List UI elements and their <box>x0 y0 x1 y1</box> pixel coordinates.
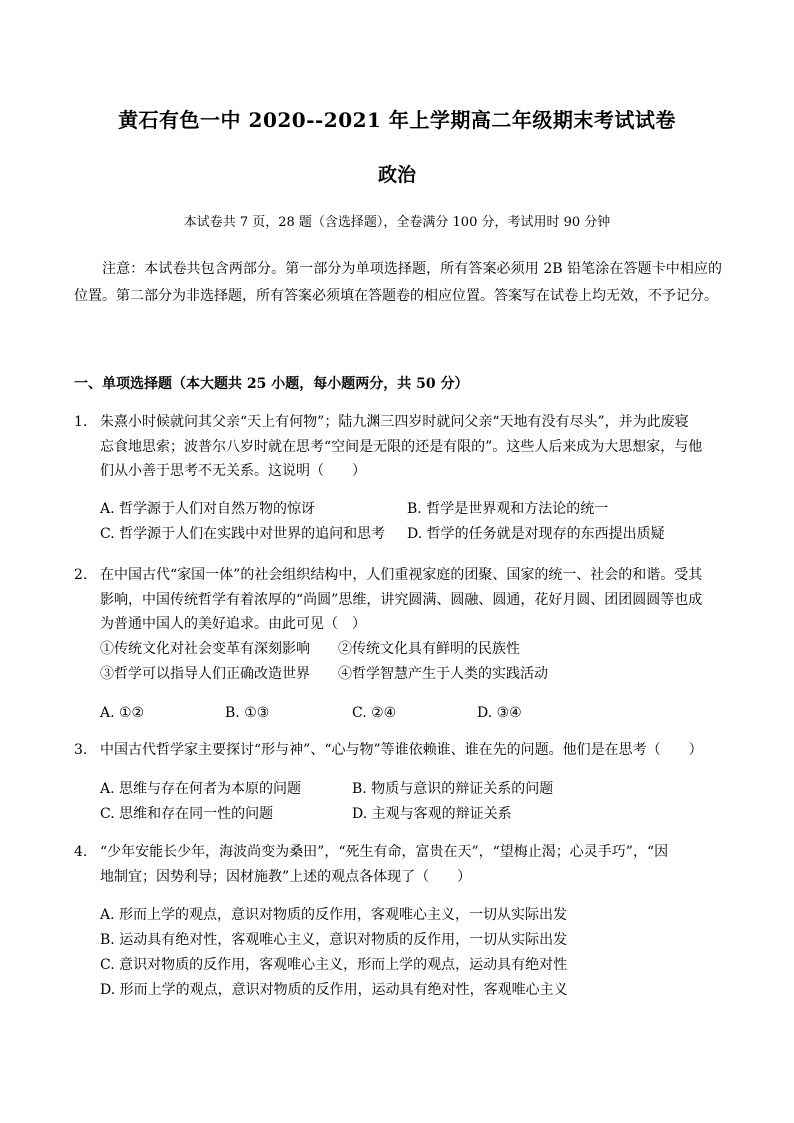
stem-line: 影响，中国传统哲学有着浓厚的“尚圆”思维，讲究圆满、圆融、圆通，花好月圆、团团圆圆等也成 <box>100 591 703 608</box>
options <box>100 903 726 1003</box>
option-a[interactable]: A. 形而上学的观点，意识对物质的反作用，客观唯心主义，一切从实际出发 <box>100 907 568 923</box>
stem-line: 为普通中国人的美好追求。由此可见（ ） <box>100 616 366 632</box>
stem-line: 在中国古代“家国一体”的社会组织结构中，人们重视家庭的团聚、国家的统一、社会的和谐。受其 <box>100 567 703 583</box>
option-d[interactable]: D. 主观与客观的辩证关系 <box>352 805 512 822</box>
option-c[interactable]: C. 意识对物质的反作用，客观唯心主义，形而上学的观点，运动具有绝对性 <box>100 957 568 973</box>
options <box>100 497 726 547</box>
options <box>100 777 726 827</box>
question-stem <box>100 563 726 637</box>
statement-1: ①传统文化对社会变革有深刻影响 <box>100 640 310 657</box>
option-d[interactable]: D. 形而上学的观点，意识对物质的反作用，运动具有绝对性，客观唯心主义 <box>100 982 568 998</box>
option-b[interactable]: B. 物质与意识的辩证关系的问题 <box>352 780 554 797</box>
statement-4: ④哲学智慧产生于人类的实践活动 <box>338 665 548 682</box>
subject-title: 政治 <box>377 164 416 186</box>
stem-line: 忘食地思索；波普尔八岁时就在思考“空间是无限的还是有限的”。这些人后来成为大思想家，与他 <box>100 438 703 455</box>
option-d[interactable]: D. ③④ <box>477 704 522 721</box>
question-number: 2. <box>74 567 88 583</box>
statements <box>100 637 726 687</box>
option-c[interactable]: C. 思维和存在同一性的问题 <box>100 805 274 822</box>
question-stem <box>100 738 726 763</box>
exam-title: 黄石有色一中 2020--2021 年上学期高二年级期末考试试卷 <box>118 108 676 132</box>
statement-2: ②传统文化具有鲜明的民族性 <box>338 640 520 657</box>
question-2 <box>74 563 726 726</box>
stem-line: “少年安能长少年，海波尚变为桑田”，“死生有命，富贵在天”，“望梅止渴；心灵手巧”，“因 <box>100 844 669 860</box>
question-3 <box>74 738 726 827</box>
question-number: 3. <box>74 742 88 758</box>
option-c[interactable]: C. 哲学源于人们在实践中对世界的追问和思考 <box>100 525 386 542</box>
option-a[interactable]: A. 哲学源于人们对自然万物的惊讶 <box>100 500 316 517</box>
option-a[interactable]: A. ①② <box>100 704 145 721</box>
options <box>100 701 726 726</box>
question-stem <box>100 410 726 484</box>
question-1 <box>74 410 726 547</box>
option-c[interactable]: C. ②④ <box>352 704 397 721</box>
section-title: 一、单项选择题（本大题共 25 小题，每小题两分，共 50 分） <box>74 376 469 392</box>
option-d[interactable]: D. 哲学的任务就是对现存的东西提出质疑 <box>407 525 665 542</box>
statement-3: ③哲学可以指导人们正确改造世界 <box>100 665 310 682</box>
option-b[interactable]: B. 哲学是世界观和方法论的统一 <box>407 500 609 517</box>
option-b[interactable]: B. ①③ <box>225 704 270 721</box>
stem-line: 中国古代哲学家主要探讨“形与神”、“心与物”等谁依赖谁、谁在先的问题。他们是在思考（ ） <box>100 742 703 758</box>
question-number: 1. <box>74 414 88 430</box>
stem-line: 们从小善于思考不无关系。这说明（ ） <box>100 463 366 479</box>
question-stem <box>100 840 726 889</box>
exam-notice: 注意：本试卷共包含两部分。第一部分为单项选择题，所有答案必须用 2B 铅笔涂在答题卡中相应的位置。第二部分为非选择题，所有答案必须填在答题卷的相应位置。答案写在试卷上均无效，不予记分。 <box>74 261 722 304</box>
option-b[interactable]: B. 运动具有绝对性，客观唯心主义，意识对物质的反作用，一切从实际出发 <box>100 932 568 948</box>
stem-line: 地制宜；因势利导；因材施教”上述的观点各体现了（ ） <box>100 868 472 885</box>
exam-info: 本试卷共 7 页，28 题（含选择题），全卷满分 100 分，考试用时 90 分钟 <box>183 215 611 230</box>
question-4 <box>74 840 726 1003</box>
stem-line: 朱熹小时候就问其父亲“天上有何物”；陆九渊三四岁时就问父亲“天地有没有尽头”，并为此废寝 <box>100 414 689 430</box>
option-a[interactable]: A. 思维与存在何者为本原的问题 <box>100 780 302 797</box>
question-number: 4. <box>74 844 88 860</box>
